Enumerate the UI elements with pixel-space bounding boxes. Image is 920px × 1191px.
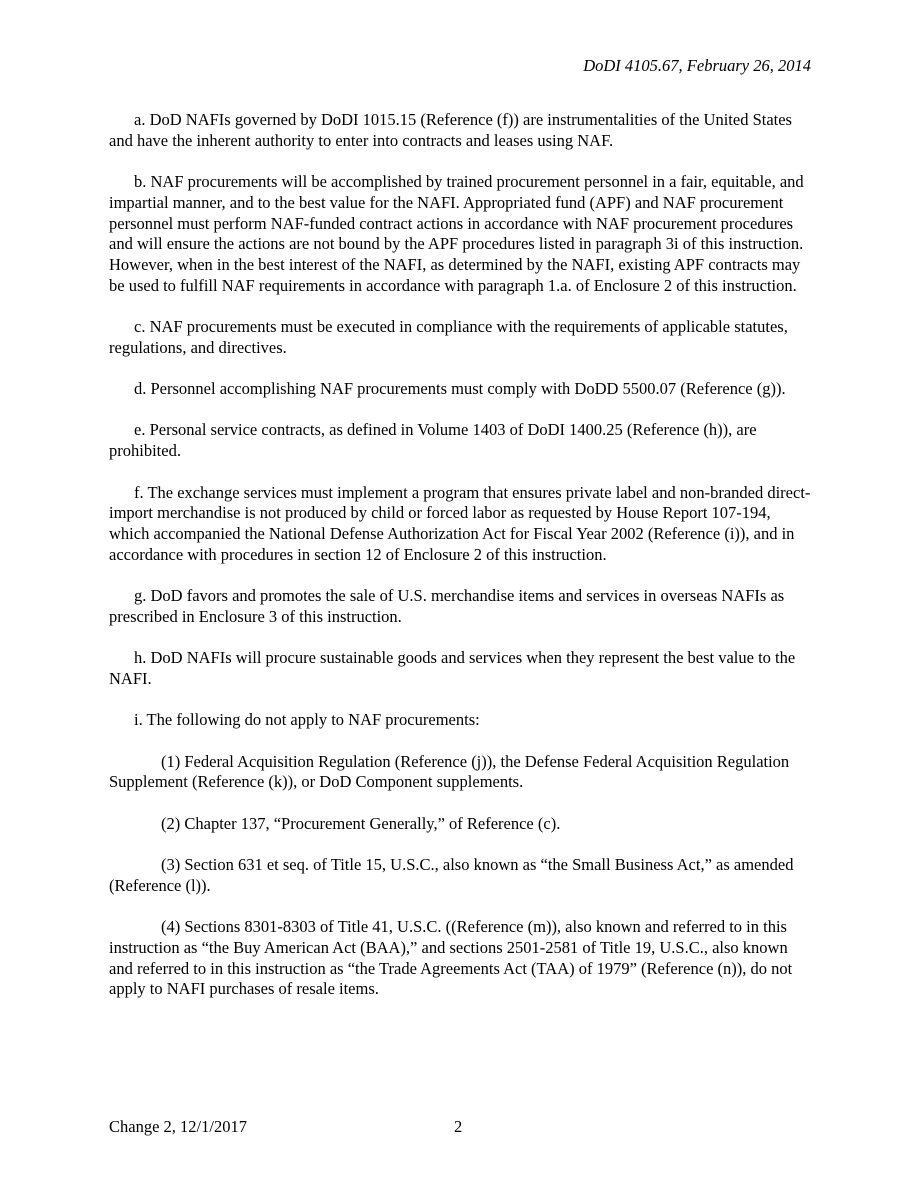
paragraph-c: c. NAF procurements must be executed in compliance with the requirements of applicable statutes, regulations, and directives.	[109, 317, 788, 357]
subparagraph-1: (1) Federal Acquisition Regulation (Reference (j)), the Defense Federal Acquisition Regulation Supplement (Reference (k)), or DoD Component supplements.	[109, 751, 790, 792]
paragraph-e: e. Personal service contracts, as defined in Volume 1403 of DoDI 1400.25 (Reference (h)), are prohibited.	[109, 420, 757, 461]
paragraph-f: f. The exchange services must implement a program that ensures private label and non-branded direct-import merchandise is not produced by child or forced labor as requested by House Report 107-194, which accompanied the National Defense Authorization Act for Fiscal Year 2002 (Reference (i)), and in accordance with procedures in section 12 of Enclosure 2 of this instruction.	[109, 482, 811, 564]
paragraph-a: a. DoD NAFIs governed by DoDI 1015.15 (Reference (f)) are instrumentalities of the United States and have the inherent authority to enter into contracts and leases using NAF.	[109, 110, 792, 150]
document-header: DoDI 4105.67, February 26, 2014	[583, 56, 811, 75]
subparagraph-2: (2) Chapter 137, “Procurement Generally,” of Reference (c).	[161, 813, 561, 833]
subparagraph-4: (4) Sections 8301-8303 of Title 41, U.S.C. ((Reference (m)), also known and referred to in this instruction as “the Buy American Act (BAA),” and sections 2501-2581 of Title 19, U.S.C., also known and referred to in this instruction as “the Trade Agreements Act (TAA) of 1979” (Reference (n)), do not apply to NAFI purchases of resale items.	[109, 917, 793, 999]
subparagraph-3: (3) Section 631 et seq. of Title 15, U.S.C., also known as “the Small Business Act,” as amended (Reference (l)).	[109, 855, 794, 895]
page-number: 2	[454, 1117, 463, 1136]
paragraph-d: d. Personnel accomplishing NAF procurements must comply with DoDD 5500.07 (Reference (g)).	[134, 379, 786, 399]
paragraph-g: g. DoD favors and promotes the sale of U.S. merchandise items and services in overseas NAFIs as prescribed in Enclosure 3 of this instruction.	[109, 586, 785, 626]
paragraph-b: b. NAF procurements will be accomplished by trained procurement personnel in a fair, equitable, and impartial manner, and to the best value for the NAFI. Appropriated fund (APF) and NAF procurement personnel must perform NAF-funded contract actions in accordance with NAF procurement procedures and will ensure the actions are not bound by the APF procedures listed in paragraph 3i of this instruction. However, when in the best interest of the NAFI, as determined by the NAFI, existing APF contracts may be used to fulfill NAF requirements in accordance with paragraph 1.a. of Enclosure 2 of this instruction.	[109, 172, 804, 295]
document-body	[109, 110, 813, 1000]
footer-change-note: Change 2, 12/1/2017	[109, 1117, 247, 1136]
paragraph-h: h. DoD NAFIs will procure sustainable goods and services when they represent the best value to the NAFI.	[109, 648, 796, 688]
paragraph-i: i. The following do not apply to NAF procurements:	[134, 710, 480, 730]
